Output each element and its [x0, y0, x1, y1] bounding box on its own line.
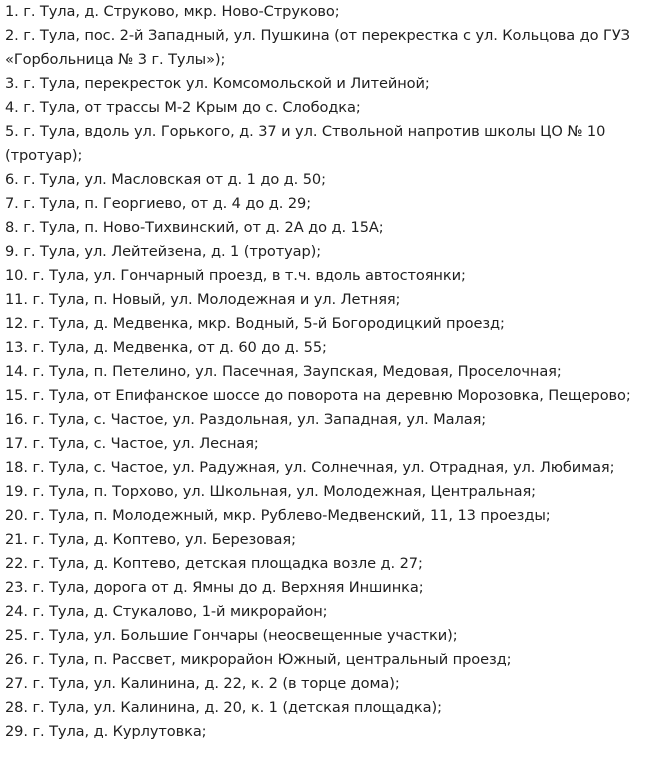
list-item: 6. г. Тула, ул. Масловская от д. 1 до д. 50;	[5, 171, 326, 188]
list-item: 17. г. Тула, с. Частое, ул. Лесная;	[5, 435, 259, 452]
list-item: 13. г. Тула, д. Медвенка, от д. 60 до д. 55;	[5, 339, 327, 356]
list-item: 29. г. Тула, д. Курлутовка;	[5, 723, 207, 740]
list-item: 4. г. Тула, от трассы М-2 Крым до с. Слободка;	[5, 99, 361, 116]
list-item: 15. г. Тула, от Епифанское шоссе до поворота на деревню Морозовка, Пещерово;	[5, 387, 631, 404]
list-item: 18. г. Тула, с. Частое, ул. Радужная, ул. Солнечная, ул. Отрадная, ул. Любимая;	[5, 459, 615, 476]
list-item: 8. г. Тула, п. Ново-Тихвинский, от д. 2А до д. 15А;	[5, 219, 384, 236]
list-item: 3. г. Тула, перекресток ул. Комсомольской и Литейной;	[5, 75, 430, 92]
list-item: 26. г. Тула, п. Рассвет, микрорайон Южный, центральный проезд;	[5, 651, 512, 668]
list-item: 28. г. Тула, ул. Калинина, д. 20, к. 1 (детская площадка);	[5, 699, 442, 716]
list-item: 24. г. Тула, д. Стукалово, 1-й микрорайон;	[5, 603, 328, 620]
list-item: 2. г. Тула, пос. 2-й Западный, ул. Пушкина (от перекрестка с ул. Кольцова до ГУЗ «Горбольница № 3 г. Тулы»);	[5, 27, 630, 68]
list-item: 16. г. Тула, с. Частое, ул. Раздольная, ул. Западная, ул. Малая;	[5, 411, 487, 428]
list-item: 10. г. Тула, ул. Гончарный проезд, в т.ч. вдоль автостоянки;	[5, 267, 466, 284]
address-list	[5, 0, 649, 744]
list-item: 1. г. Тула, д. Струково, мкр. Ново-Струково;	[5, 3, 340, 20]
list-item: 19. г. Тула, п. Торхово, ул. Школьная, ул. Молодежная, Центральная;	[5, 483, 536, 500]
list-item: 25. г. Тула, ул. Большие Гончары (неосвещенные участки);	[5, 627, 458, 644]
list-item: 14. г. Тула, п. Петелино, ул. Пасечная, Заупская, Медовая, Проселочная;	[5, 363, 562, 380]
list-item: 22. г. Тула, д. Коптево, детская площадка возле д. 27;	[5, 555, 423, 572]
list-item: 5. г. Тула, вдоль ул. Горького, д. 37 и ул. Ствольной напротив школы ЦО № 10 (тротуар);	[5, 123, 606, 164]
list-item: 11. г. Тула, п. Новый, ул. Молодежная и ул. Летняя;	[5, 291, 401, 308]
list-item: 9. г. Тула, ул. Лейтейзена, д. 1 (тротуар);	[5, 243, 322, 260]
list-item: 12. г. Тула, д. Медвенка, мкр. Водный, 5-й Богородицкий проезд;	[5, 315, 505, 332]
list-item: 27. г. Тула, ул. Калинина, д. 22, к. 2 (в торце дома);	[5, 675, 400, 692]
list-item: 20. г. Тула, п. Молодежный, мкр. Рублево-Медвенский, 11, 13 проезды;	[5, 507, 551, 524]
list-item: 21. г. Тула, д. Коптево, ул. Березовая;	[5, 531, 296, 548]
list-item: 23. г. Тула, дорога от д. Ямны до д. Верхняя Иншинка;	[5, 579, 424, 596]
list-item: 7. г. Тула, п. Георгиево, от д. 4 до д. 29;	[5, 195, 312, 212]
